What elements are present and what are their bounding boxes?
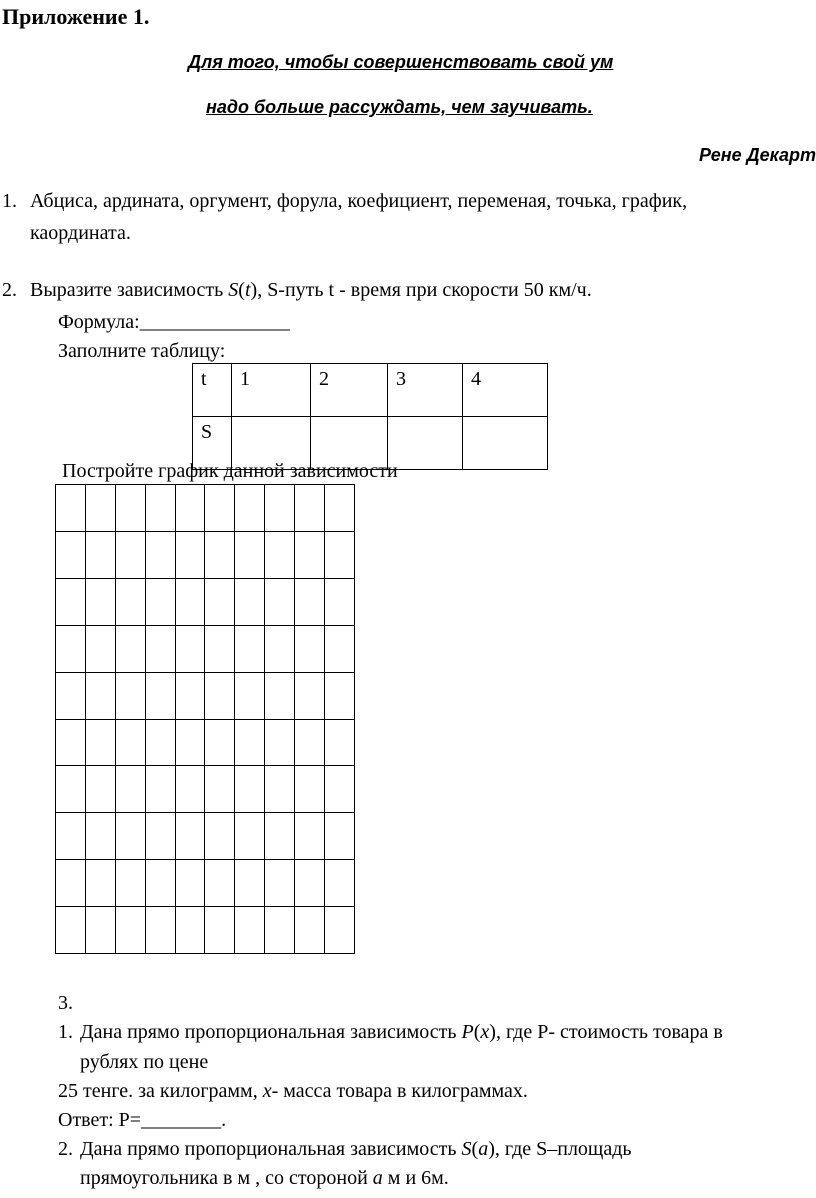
- grid-cell: [265, 579, 295, 626]
- grid-cell: [235, 485, 265, 532]
- task3-item2-text-after: , где S–площадь: [494, 1138, 632, 1160]
- grid-cell: [56, 813, 86, 860]
- grid-cell: [116, 579, 146, 626]
- grid-cell: [56, 532, 86, 579]
- grid-cell: [146, 860, 176, 907]
- grid-cell: [235, 532, 265, 579]
- grid-cell: [205, 907, 235, 954]
- grid-cell: [116, 813, 146, 860]
- task3-item2-func-arg: a: [478, 1138, 489, 1160]
- grid-cell: [265, 626, 295, 673]
- grid-cell: [116, 720, 146, 767]
- task1-line-1: Абциса, ардината, оргумент, форула, коефициент, переменая, точька, график,: [30, 190, 688, 212]
- task2-statement: Выразите зависимость S(t), S-путь t - время при скорости 50 км/ч.: [30, 279, 592, 301]
- grid-cell: [116, 485, 146, 532]
- grid-cell: [325, 485, 355, 532]
- grid-cell: [176, 813, 206, 860]
- grid-cell: [146, 485, 176, 532]
- grid-cell: [205, 532, 235, 579]
- epigraph-author: Рене Декарт: [698, 145, 816, 165]
- grid-cell: [295, 626, 325, 673]
- grid-cell: [235, 766, 265, 813]
- fill-table-label: Заполните таблицу:: [58, 340, 226, 362]
- grid-cell: [146, 579, 176, 626]
- grid-cell: [176, 626, 206, 673]
- task1-number: 1.: [2, 190, 17, 212]
- grid-cell: [325, 813, 355, 860]
- table-cell: 4: [463, 364, 548, 417]
- task3-item1-line-3: [58, 1080, 528, 1103]
- grid-cell: [235, 626, 265, 673]
- grid-cell: [86, 673, 116, 720]
- grid-cell: [265, 860, 295, 907]
- grid-cell: [205, 626, 235, 673]
- epigraph-line-1: Для того, чтобы совершенствовать свой ум: [188, 52, 614, 72]
- task3-item2-line-2: [80, 1167, 449, 1190]
- grid-cell: [205, 673, 235, 720]
- grid-cell: [295, 579, 325, 626]
- grid-cell: [146, 766, 176, 813]
- grid-cell: [325, 532, 355, 579]
- grid-cell: [116, 626, 146, 673]
- task3-item1-var: x: [262, 1080, 272, 1102]
- grid-cell: [86, 626, 116, 673]
- grid-cell: [56, 907, 86, 954]
- grid-cell: [265, 720, 295, 767]
- task3-item1-number: 1.: [58, 1021, 73, 1043]
- grid-cell: [146, 907, 176, 954]
- task1-line-2: каордината.: [30, 222, 131, 244]
- grid-cell: [176, 485, 206, 532]
- task2-number: 2.: [2, 279, 17, 301]
- formula-label: Формула:_______________: [58, 311, 290, 333]
- table-cell: S: [193, 417, 232, 470]
- task3-item1-func-letter: P: [461, 1021, 474, 1043]
- grid-cell: [295, 766, 325, 813]
- task3-item1-statement: Дана прямо пропорциональная зависимость P(x), где P- стоимость товара в: [80, 1021, 723, 1043]
- table-cell: [388, 417, 463, 470]
- grid-cell: [86, 532, 116, 579]
- task2-func-letter: S: [228, 279, 239, 301]
- grid-cell: [146, 720, 176, 767]
- task3-item1-line3-after: - масса товара в килограммах.: [271, 1080, 528, 1102]
- grid-cell: [205, 766, 235, 813]
- grid-cell: [146, 673, 176, 720]
- task2-text-before: Выразите зависимость: [30, 279, 229, 301]
- grid-cell: [176, 720, 206, 767]
- graph-grid: [55, 484, 355, 954]
- task3-item1-func-arg: x: [480, 1021, 490, 1043]
- grid-cell: [116, 766, 146, 813]
- grid-cell: [116, 907, 146, 954]
- task3-item1-text-before: Дана прямо пропорциональная зависимость: [80, 1021, 462, 1043]
- grid-cell: [265, 485, 295, 532]
- grid-cell: [325, 579, 355, 626]
- grid-cell: [265, 813, 295, 860]
- grid-cell: [235, 907, 265, 954]
- grid-cell: [295, 720, 325, 767]
- grid-cell: [235, 860, 265, 907]
- grid-cell: [116, 673, 146, 720]
- table-cell: [463, 417, 548, 470]
- grid-cell: [86, 485, 116, 532]
- grid-cell: [146, 813, 176, 860]
- grid-cell: [205, 485, 235, 532]
- grid-cell: [146, 626, 176, 673]
- task3-item2-line2-after: м и 6м.: [382, 1167, 449, 1189]
- grid-cell: [295, 673, 325, 720]
- grid-cell: [176, 907, 206, 954]
- grid-cell: [116, 532, 146, 579]
- task3-item1-text-after: , где P- стоимость товара в: [495, 1021, 723, 1043]
- grid-cell: [265, 907, 295, 954]
- grid-cell: [176, 860, 206, 907]
- task3-item1-answer: Ответ: P=________.: [58, 1109, 227, 1131]
- table-cell: 3: [388, 364, 463, 417]
- table-cell: 2: [311, 364, 388, 417]
- task3-item1-line-2: рублях по цене: [80, 1051, 209, 1073]
- grid-cell: [295, 813, 325, 860]
- grid-cell: [235, 720, 265, 767]
- grid-cell: [86, 813, 116, 860]
- epigraph-line-2: надо больше рассуждать, чем заучивать.: [206, 97, 593, 117]
- table-cell: t: [193, 364, 232, 417]
- grid-cell: [325, 720, 355, 767]
- table-row: [193, 364, 548, 417]
- grid-cell: [56, 720, 86, 767]
- grid-cell: [235, 813, 265, 860]
- grid-cell: [56, 766, 86, 813]
- page-title: Приложение 1.: [2, 4, 150, 29]
- grid-cell: [295, 532, 325, 579]
- task3-item2-line2-before: прямоугольника в м , со стороной: [80, 1167, 373, 1189]
- grid-cell: [86, 720, 116, 767]
- grid-cell: [325, 673, 355, 720]
- grid-cell: [56, 673, 86, 720]
- grid-cell: [86, 766, 116, 813]
- grid-cell: [265, 532, 295, 579]
- grid-cell: [205, 813, 235, 860]
- grid-cell: [325, 860, 355, 907]
- grid-cell: [56, 626, 86, 673]
- grid-cell: [86, 860, 116, 907]
- grid-cell: [205, 579, 235, 626]
- grid-cell: [56, 579, 86, 626]
- task3-item2-text-before: Дана прямо пропорциональная зависимость: [80, 1138, 462, 1160]
- task3-item2-func-letter: S: [461, 1138, 472, 1160]
- values-table: [192, 363, 548, 470]
- grid-cell: [325, 907, 355, 954]
- task3-item1-line3-before: 25 тенге. за килограмм,: [58, 1080, 263, 1102]
- task2-func-arg: t: [244, 279, 251, 301]
- task3-item2-number: 2.: [58, 1138, 73, 1160]
- grid-cell: [56, 485, 86, 532]
- grid-cell: [146, 532, 176, 579]
- table-cell: 1: [232, 364, 311, 417]
- task2-text-after: , S-путь t - время при скорости 50 км/ч.: [257, 279, 592, 301]
- grid-cell: [295, 485, 325, 532]
- task3-number: 3.: [58, 992, 73, 1014]
- graph-label: Постройте график данной зависимости: [62, 460, 398, 482]
- grid-cell: [295, 907, 325, 954]
- grid-cell: [86, 907, 116, 954]
- grid-cell: [235, 579, 265, 626]
- grid-cell: [176, 532, 206, 579]
- grid-cell: [295, 860, 325, 907]
- grid-cell: [116, 860, 146, 907]
- grid-cell: [205, 860, 235, 907]
- grid-cell: [176, 766, 206, 813]
- task3-item2-var: a: [372, 1167, 383, 1189]
- grid-cell: [205, 720, 235, 767]
- grid-cell: [265, 766, 295, 813]
- grid-cell: [325, 626, 355, 673]
- grid-cell: [325, 766, 355, 813]
- grid-cell: [235, 673, 265, 720]
- grid-cell: [56, 860, 86, 907]
- grid-cell: [176, 579, 206, 626]
- task3-item2-statement: Дана прямо пропорциональная зависимость S(a), где S–площадь: [80, 1138, 632, 1160]
- grid-cell: [176, 673, 206, 720]
- grid-cell: [265, 673, 295, 720]
- grid-cell: [86, 579, 116, 626]
